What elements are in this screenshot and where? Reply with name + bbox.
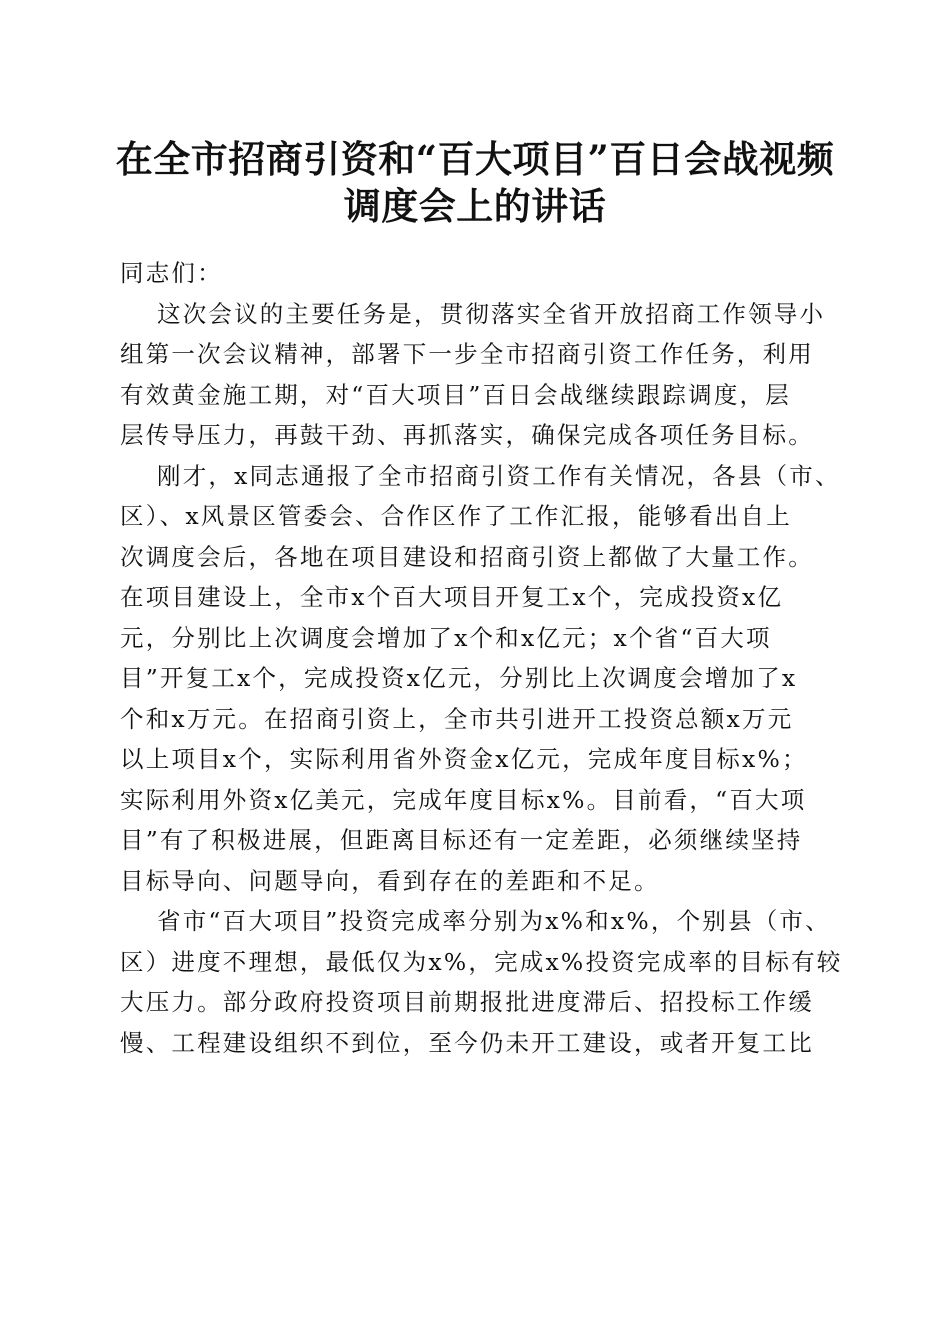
text-line: 刚才，x同志通报了全市招商引资工作有关情况，各县（市、 (157, 461, 841, 490)
text-line: 这次会议的主要任务是，贯彻落实全省开放招商工作领导小 (157, 299, 826, 328)
text-line: 区）进度不理想，最低仅为x%，完成x%投资完成率的目标有较 (120, 947, 843, 976)
text-line: 大压力。部分政府投资项目前期报批进度滞后、招投标工作缓 (120, 988, 814, 1016)
text-line: 实际利用外资x亿美元，完成年度目标x%。目前看，“百大项 (120, 785, 807, 814)
paragraph-2 (120, 456, 841, 902)
document-body (120, 253, 843, 1063)
title-line-2: 调度会上的讲话 (343, 184, 607, 228)
text-line: 元，分别比上次调度会增加了x个和x亿元；x个省“百大项 (120, 623, 772, 652)
title-line-1: 在全市招商引资和“百大项目”百日会战视频 (115, 137, 835, 181)
salutation: 同志们： (120, 259, 223, 287)
text-line: 区）、x风景区管委会、合作区作了工作汇报，能够看出自上 (120, 502, 792, 530)
text-line: 慢、工程建设组织不到位，至今仍未开工建设，或者开复工比 (120, 1028, 814, 1057)
text-line: 省市“百大项目”投资完成率分别为x%和x%，个别县（市、 (157, 907, 831, 935)
text-line: 组第一次会议精神，部署下一步全市招商引资工作任务，利用 (120, 340, 814, 368)
paragraph-1 (120, 294, 832, 456)
text-line: 目”开复工x个，完成投资x亿元，分别比上次调度会增加了x (120, 664, 798, 692)
text-line: 在项目建设上，全市x个百大项目开复工x个，完成投资x亿 (120, 583, 784, 611)
text-line: 以上项目x个，实际利用省外资金x亿元，完成年度目标x%； (120, 745, 808, 773)
text-line: 个和x万元。在招商引资上，全市共引进开工投资总额x万元 (120, 704, 794, 733)
text-line: 有效黄金施工期，对“百大项目”百日会战继续跟踪调度，层 (120, 380, 791, 409)
text-line: 次调度会后，各地在项目建设和招商引资上都做了大量工作。 (120, 542, 814, 571)
text-line: 目”有了积极进展，但距离目标还有一定差距，必须继续坚持 (120, 826, 803, 854)
paragraph-3 (120, 901, 843, 1063)
text-line: 层传导压力，再鼓干劲、再抓落实，确保完成各项任务目标。 (120, 421, 814, 449)
text-line: 目标导向、问题导向，看到存在的差距和不足。 (120, 866, 660, 895)
document-title (100, 136, 850, 230)
